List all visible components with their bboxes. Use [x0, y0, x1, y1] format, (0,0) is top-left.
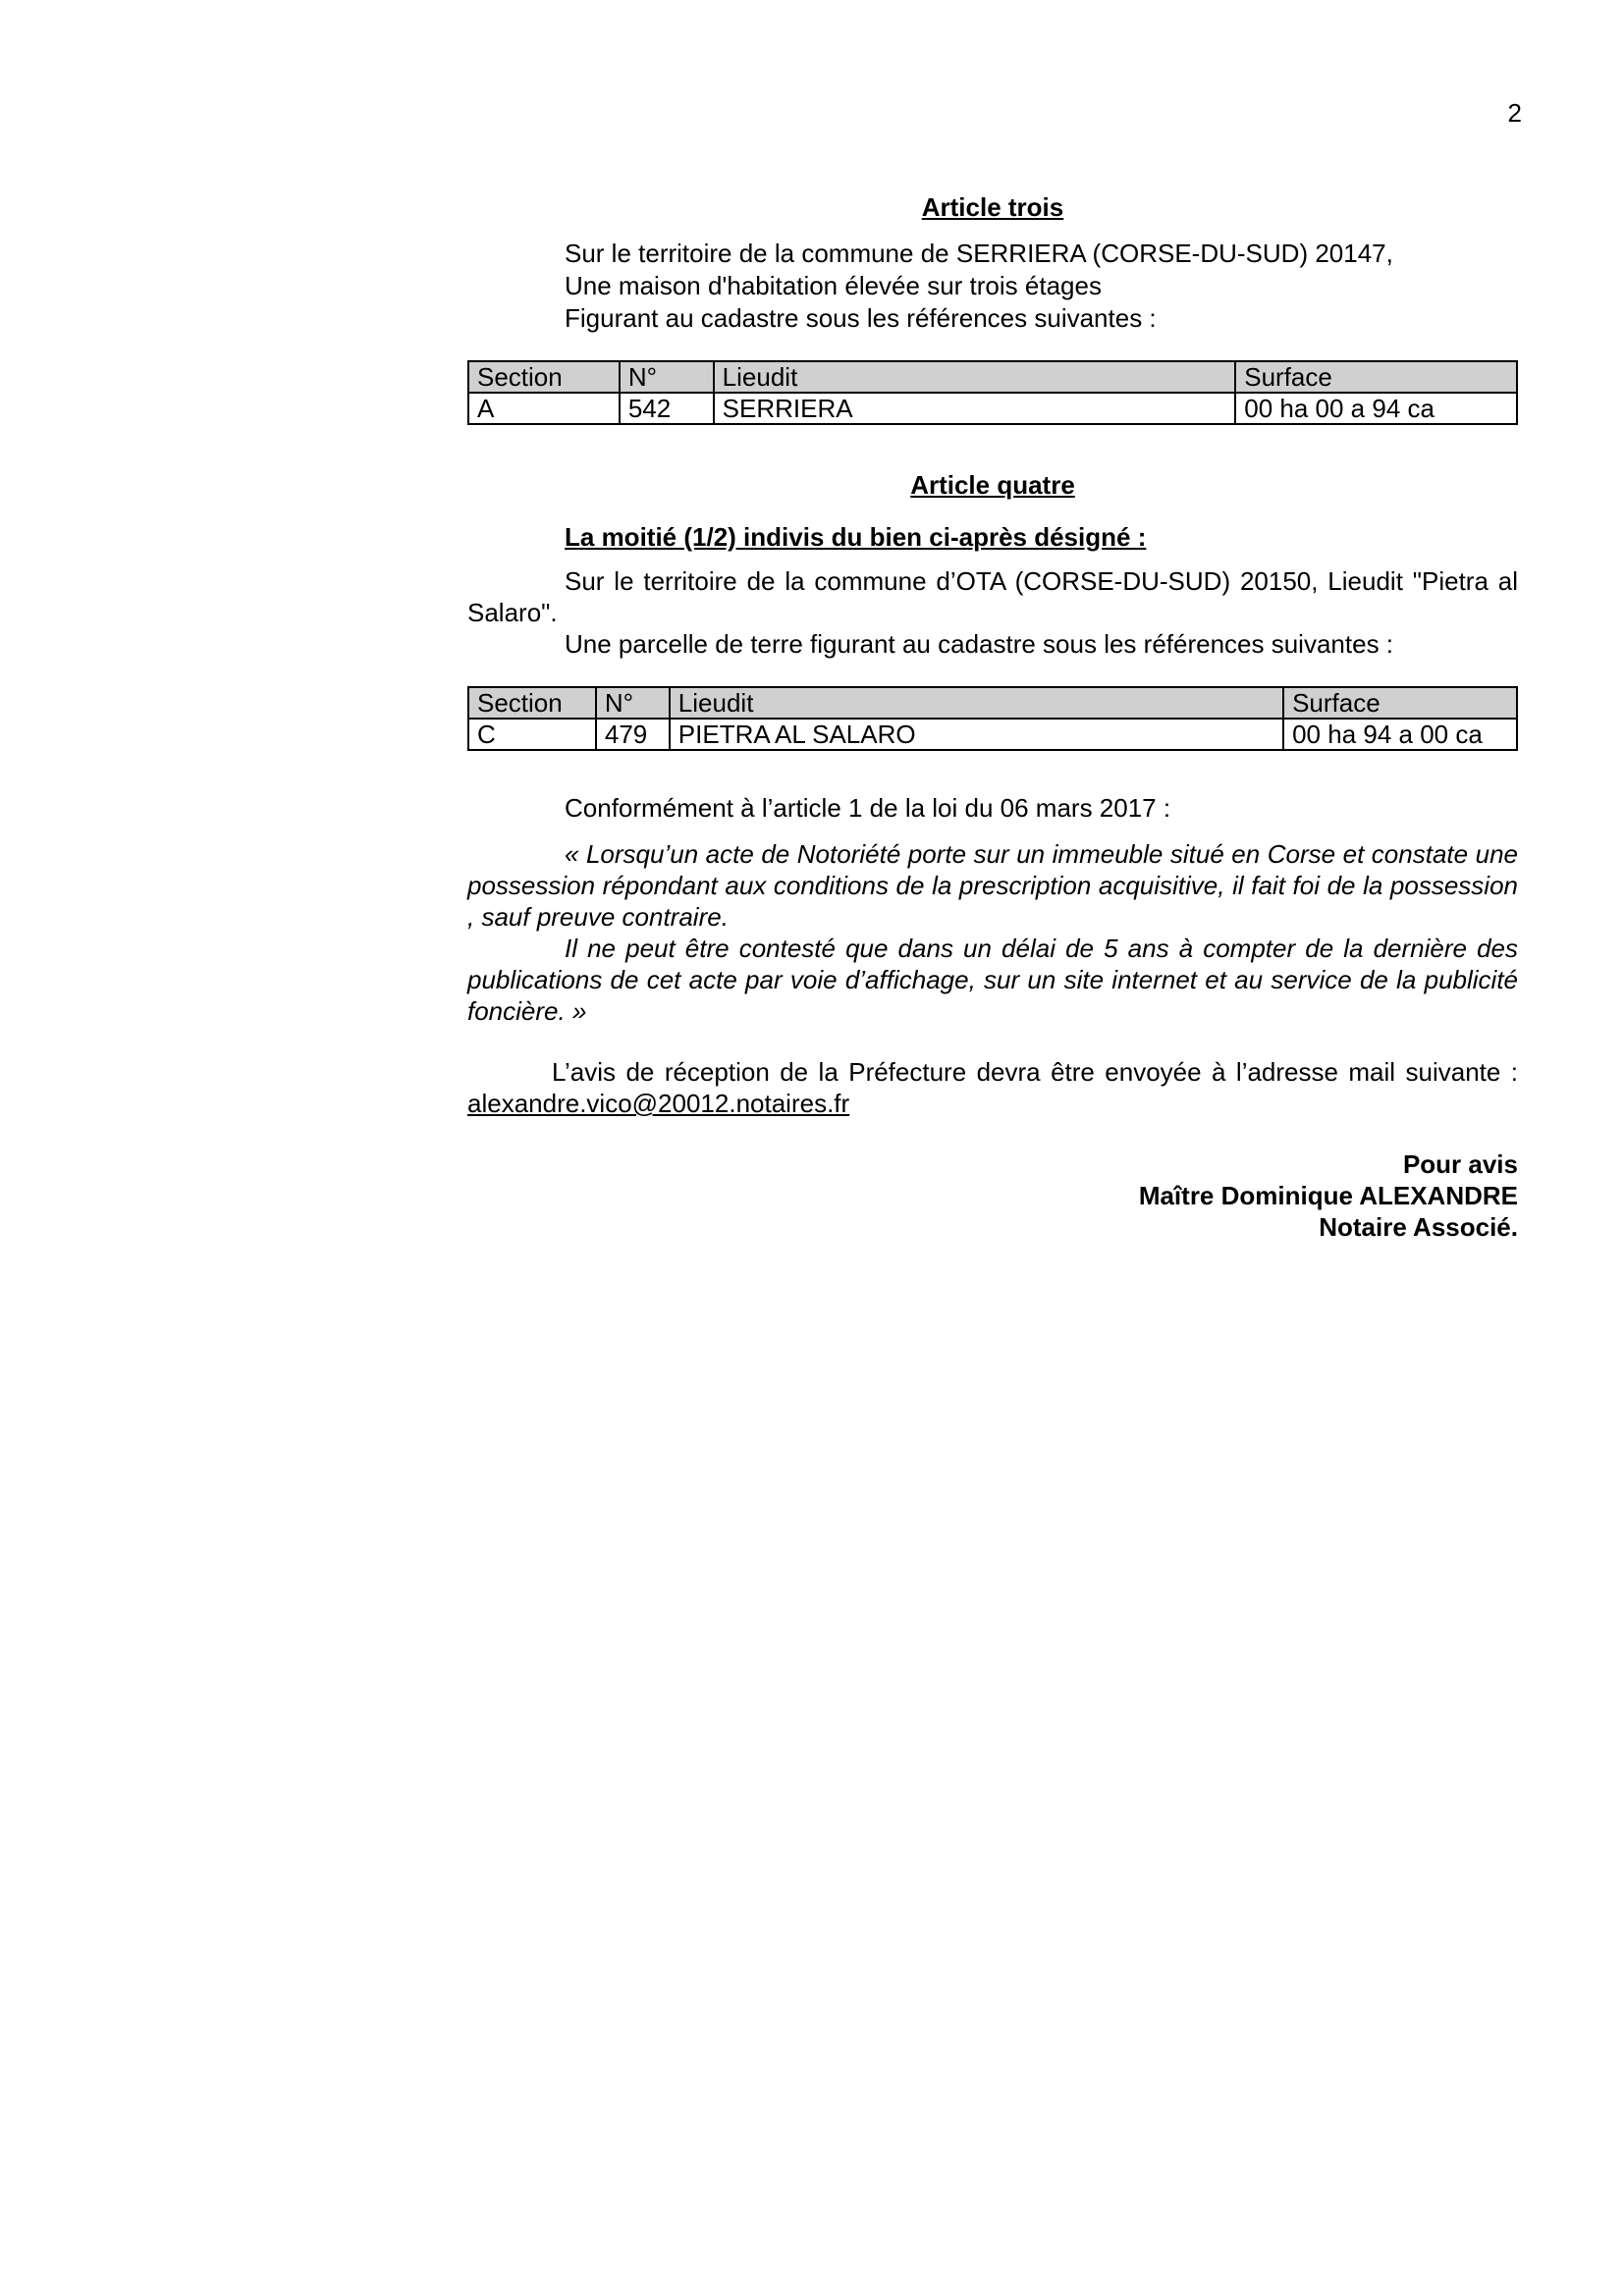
- prefecture-notice: [467, 1056, 1518, 1119]
- cell-surface: 00 ha 94 a 00 ca: [1283, 719, 1517, 750]
- article-3-title: Article trois: [921, 192, 1064, 222]
- article-3-line-3: Figurant au cadastre sous les références suivantes :: [565, 303, 1157, 333]
- table-row: [468, 393, 1517, 424]
- cell-section: A: [468, 393, 620, 424]
- header-lieudit: Lieudit: [714, 361, 1236, 393]
- cell-section: C: [468, 719, 596, 750]
- table-header-row: [468, 361, 1517, 393]
- article-3-line-2: Une maison d'habitation élevée sur trois étages: [565, 271, 1102, 300]
- header-surface: Surface: [1283, 687, 1517, 719]
- page-number: 2: [1507, 98, 1522, 128]
- law-intro: Conformément à l’article 1 de la loi du 06 mars 2017 :: [565, 793, 1171, 823]
- article-4-paragraph-1: Sur le territoire de la commune d’OTA (CORSE-DU-SUD) 20150, Lieudit "Pietra al Salaro".: [467, 566, 1518, 627]
- notice-text: L’avis de réception de la Préfecture devra être envoyée à l’adresse mail suivante :: [552, 1057, 1518, 1087]
- cadastre-table-article-3: [467, 360, 1518, 425]
- signature-pour-avis: Pour avis: [1402, 1149, 1518, 1179]
- article-4-subtitle: La moitié (1/2) indivis du bien ci-après désigné :: [565, 522, 1147, 552]
- cell-surface: 00 ha 00 a 94 ca: [1235, 393, 1517, 424]
- cell-number: 479: [596, 719, 670, 750]
- header-number: N°: [620, 361, 714, 393]
- signature-title: Notaire Associé.: [1319, 1212, 1518, 1242]
- header-surface: Surface: [1235, 361, 1517, 393]
- header-lieudit: Lieudit: [670, 687, 1283, 719]
- cadastre-table-article-4: [467, 686, 1518, 751]
- law-quote-2: Il ne peut être contesté que dans un délai de 5 ans à compter de la dernière des publications de cet acte par voie d’affichage, sur un site internet et au service de la publicité foncière. »: [467, 934, 1518, 1026]
- table-header-row: [468, 687, 1517, 719]
- table-row: [468, 719, 1517, 750]
- law-quote-1: « Lorsqu’un acte de Notoriété porte sur un immeuble situé en Corse et constate une possession répondant aux conditions de la prescription acquisitive, il fait foi de la possession , sauf preuve contraire.: [467, 839, 1518, 932]
- cell-number: 542: [620, 393, 714, 424]
- header-section: Section: [468, 361, 620, 393]
- header-section: Section: [468, 687, 596, 719]
- header-number: N°: [596, 687, 670, 719]
- signature-name: Maître Dominique ALEXANDRE: [1138, 1181, 1518, 1210]
- notaire-email-link[interactable]: alexandre.vico@20012.notaires.fr: [467, 1089, 850, 1118]
- article-4-title: Article quatre: [910, 470, 1075, 500]
- article-3-line-1: Sur le territoire de la commune de SERRIERA (CORSE-DU-SUD) 20147,: [565, 239, 1393, 268]
- article-4-paragraph-2: Une parcelle de terre figurant au cadastre sous les références suivantes :: [565, 629, 1394, 659]
- cell-lieudit: PIETRA AL SALARO: [670, 719, 1283, 750]
- cell-lieudit: SERRIERA: [714, 393, 1236, 424]
- document-body: [467, 192, 1518, 1243]
